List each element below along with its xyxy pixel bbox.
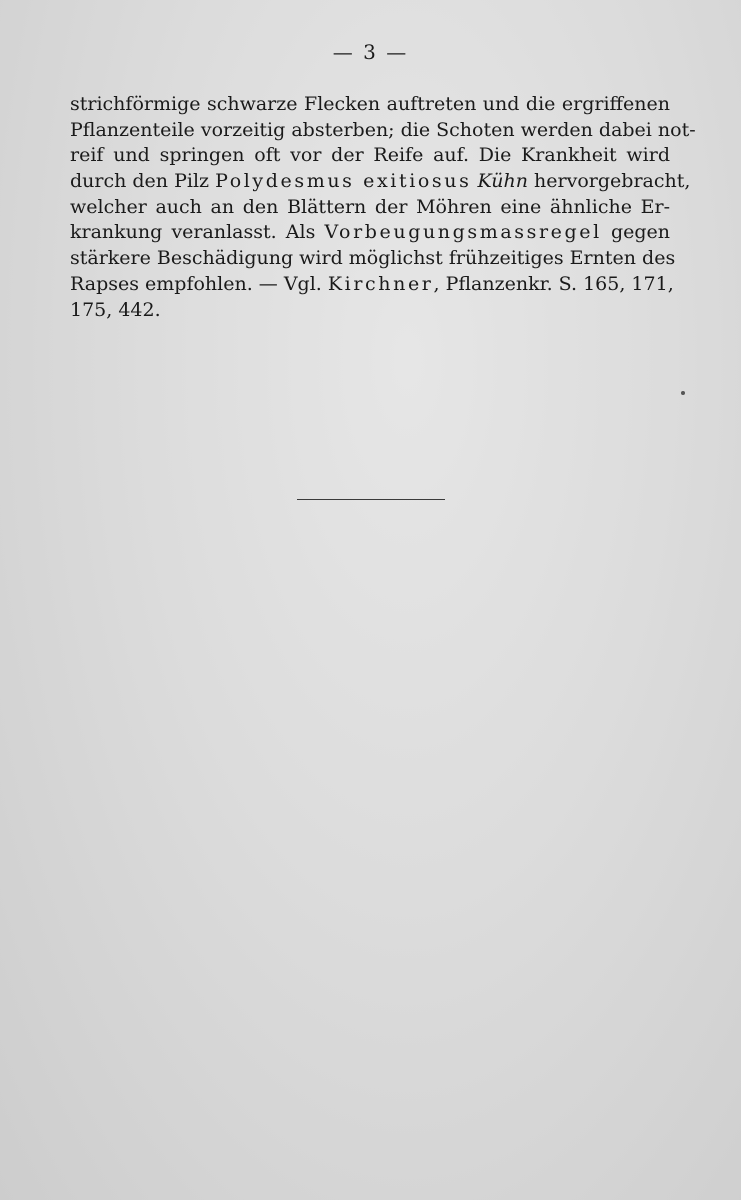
text-line-content: reif und springen oft vor der Reife auf. Die Krankheit wird [70, 144, 670, 167]
text-line [70, 246, 676, 272]
text-line [70, 92, 670, 118]
text-line-content: strichförmige schwarze Flecken auftreten und die ergriffenen [70, 93, 670, 115]
page-number: — 3 — [332, 40, 409, 64]
text-line [70, 169, 691, 195]
paper-speck [681, 391, 685, 395]
emphasized-term: Vorbeugungsmassregel [324, 221, 602, 244]
text-line-content: welcher auch an den Blättern der Möhren eine ähnliche Er- [70, 195, 670, 218]
cited-author: Kirchner [327, 272, 434, 295]
text-line [70, 143, 670, 169]
text-line-content: 175, 442. [70, 298, 161, 321]
text-line [70, 195, 670, 221]
text-line-content: hervorgebracht, [528, 170, 691, 193]
text-line [70, 220, 670, 246]
text-line-content: , Pflanzenkr. S. 165, 171, [433, 272, 674, 295]
text-line-content: Pflanzenteile vorzeitig absterben; die Schoten werden dabei not- [70, 118, 696, 141]
author-name: Kühn [477, 170, 529, 193]
text-line [70, 118, 696, 144]
text-line-content: Rapses empfohlen. — Vgl. [70, 272, 328, 295]
text-line [70, 272, 674, 298]
species-name: Polydesmus exitiosus [215, 170, 472, 193]
text-line-content: krankung veranlasst. Als [70, 221, 325, 244]
text-line [70, 298, 670, 324]
text-line-content: durch den Pilz [70, 170, 216, 193]
section-divider [297, 499, 445, 500]
text-line-content: gegen [601, 221, 670, 244]
body-paragraph [70, 92, 696, 323]
text-line-content: stärkere Beschädigung wird möglichst frühzeitiges Ernten des [70, 247, 676, 270]
